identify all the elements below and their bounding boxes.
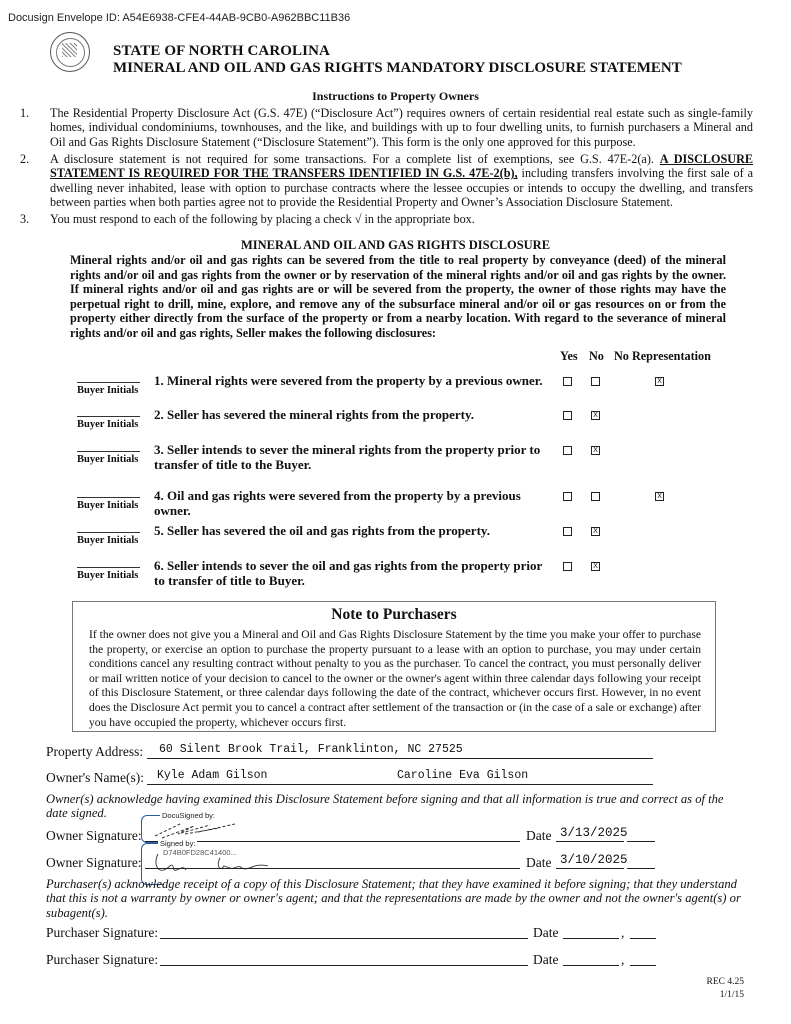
disclosure-question-5 [75,524,725,560]
note-body: If the owner does not give you a Mineral and Oil and Gas Rights Disclosure Statement by the time you make your offer to purchase the property, or exercise an option to purchase the property pursuant to a lease with an option to purchase, you may under certain conditions cancel any resulting contract without penalty to you as the purchaser. To cancel the contract, you must personally deliver or mail written notice of your decision to cancel to the owner or the owner's agent within three calendar days following your receipt of this Disclosure Statement, or three calendar days following the date of the contract, whichever occurs first. However, in no event does the Disclosure Act permit you to cancel a contract after settlement of the transaction or (in the case of a sale or exchange) after you have occupied the property, whichever occurs first. [89,628,701,729]
buyer-initials-field[interactable] [77,416,140,417]
column-header-no: No [589,349,604,363]
purchaser-signature-label-1: Purchaser Signature: [46,925,159,940]
column-header-no-representation: No Representation [614,349,711,363]
buyer-initials-field[interactable] [77,497,140,498]
docusign-signed-by-label: DocuSigned by: [162,811,215,820]
purchaser-date-label-2: Date [533,952,559,967]
buyer-initials-label: Buyer Initials [77,570,139,581]
owner-signature-label-2: Owner Signature: [46,855,142,870]
instruction-number: 3. [20,212,30,226]
disclosure-heading: MINERAL AND OIL AND GAS RIGHTS DISCLOSURE [240,238,551,252]
owner-signature-field-2[interactable] [145,853,520,869]
checkbox-yes[interactable] [563,446,572,455]
owner-date-value-2: 3/10/2025 [560,853,628,867]
buyer-initials-field[interactable] [77,532,140,533]
owner-signature-field-1[interactable] [145,826,520,842]
instruction-emphasis: A DISCLOSURE STATEMENT IS REQUIRED FOR THE TRANSFERS IDENTIFIED IN G.S. 47E-2(b), [50,152,753,181]
owner-signature-label-1: Owner Signature: [46,828,142,843]
checkbox-no-representation[interactable]: X [655,492,664,501]
instruction-number: 1. [20,106,30,120]
instruction-item-3 [20,212,753,226]
column-header-yes: Yes [560,349,578,363]
instruction-number: 2. [20,152,30,166]
question-text: 6. Seller intends to sever the oil and gas rights from the property prior to transfer of title to Buyer. [154,558,543,588]
buyer-initials-field[interactable] [77,451,140,452]
purchaser-date-field-2[interactable] [563,950,619,966]
checkbox-no[interactable]: X [591,446,600,455]
checkbox-yes[interactable] [563,411,572,420]
checkbox-no[interactable]: X [591,527,600,536]
owner-name-2: Caroline Eva Gilson [397,769,529,782]
disclosure-intro: Mineral rights and/or oil and gas rights can be severed from the title to real property by conveyance (deed) of the mineral rights and/or oil and gas rights from the owner or by reservation of the mineral rights and/or oil and gas rights by the owner. If mineral rights and/or oil and gas rights are or will be severed from the property, the owner of those rights may have the perpetual right to drill, mine, explore, and remove any of the subsurface mineral and/or oil or gas resources on or from the property either directly from the surface of the property or from a nearby location. With regard to the severance of mineral rights and/or oil and gas rights, Seller makes the following disclosures: [70,253,726,340]
docusign-signed-by-label: Signed by: [160,839,196,848]
purchaser-signature-field-1[interactable] [160,923,528,939]
instruction-text-part: including transfers involving the first sale of a dwelling never inhabited, lease with option to purchase contracts where the lessee occupies or intends to occupy the dwelling, and transfers between parties when both parties agree not to provide the Residential Property and Owner’s Association Disclosure Statement. [50,166,754,210]
buyer-initials-field[interactable] [77,382,140,383]
question-text: 1. Mineral rights were severed from the property by a previous owner. [154,373,543,388]
property-address-label: Property Address: [46,744,144,759]
docusign-signer-id: D74B0FD28C41400... [163,848,237,857]
checkbox-yes[interactable] [563,527,572,536]
checkbox-no[interactable] [591,492,600,501]
owner-date-value-1: 3/13/2025 [560,826,628,840]
question-text: 3. Seller intends to sever the mineral rights from the property prior to transfer of title to the Buyer. [154,442,541,472]
note-title: Note to Purchasers [331,606,457,623]
date-separator: , [621,952,625,967]
disclosure-question-2 [75,408,725,444]
date-separator: , [621,925,625,940]
owner-date-year-field-1[interactable] [627,826,655,842]
owner-date-year-field-2[interactable] [627,853,655,869]
owner-date-field-1[interactable] [556,826,628,842]
checkbox-yes[interactable] [563,492,572,501]
seal-figure [62,43,77,57]
owner-name-1: Kyle Adam Gilson [157,769,268,782]
instruction-item-1 [20,106,753,149]
checkbox-no-representation[interactable]: X [655,377,664,386]
disclosure-question-3 [75,443,725,479]
form-number: REC 4.25 [706,977,744,987]
purchaser-signature-field-2[interactable] [160,950,528,966]
checkbox-no[interactable] [591,377,600,386]
buyer-initials-label: Buyer Initials [77,385,139,396]
purchaser-date-year-field-1[interactable] [630,923,656,939]
question-text: 2. Seller has severed the mineral rights from the property. [154,407,475,422]
instruction-text: The Residential Property Disclosure Act (G.S. 47E) (“Disclosure Act”) requires owners of certain residential real estate such as single-family homes, individual condominiums, townhouses, and the like, and buildings with up to four dwelling units, to furnish purchasers a Mineral and Oil and Gas Rights Disclosure Statement (“Disclosure Statement”). This form is the only one approved for this purpose. [50,106,753,149]
checkbox-yes[interactable] [563,562,572,571]
buyer-initials-label: Buyer Initials [77,500,139,511]
disclosure-question-6 [75,559,725,595]
docusign-envelope-id: Docusign Envelope ID: A54E6938-CFE4-44AB-9CB0-A962BBC11B36 [8,12,351,24]
property-address-field[interactable] [147,743,653,759]
purchaser-acknowledgement: Purchaser(s) acknowledge receipt of a copy of this Disclosure Statement; that they have examined it before signing; that they understand that this is not a warranty by owner or owner's agent; and that the representations are made by the owner and not the owner's agent(s) or subagent(s). [46,877,741,920]
page-title-state: STATE OF NORTH CAROLINA [113,43,330,59]
checkbox-yes[interactable] [563,377,572,386]
buyer-initials-label: Buyer Initials [77,535,139,546]
question-text: 5. Seller has severed the oil and gas rights from the property. [154,523,490,538]
purchaser-signature-label-2: Purchaser Signature: [46,952,159,967]
owner-date-field-2[interactable] [556,853,628,869]
date-label-2: Date [526,855,552,870]
date-label-1: Date [526,828,552,843]
instruction-text-part: A disclosure statement is not required for some transactions. For a complete list of exemptions, see G.S. 47E-2(a). [50,152,660,166]
checkbox-no[interactable]: X [591,562,600,571]
instruction-text [50,152,753,210]
buyer-initials-field[interactable] [77,567,140,568]
owners-name-field[interactable] [147,769,653,785]
page-title-form: MINERAL AND OIL AND GAS RIGHTS MANDATORY DISCLOSURE STATEMENT [113,60,682,76]
buyer-initials-label: Buyer Initials [77,419,139,430]
owner-acknowledgement: Owner(s) acknowledge having examined this Disclosure Statement before signing and that all information is true and correct as of the date signed. [46,792,724,821]
disclosure-question-1 [75,374,725,410]
owners-name-label: Owner's Name(s): [46,770,145,785]
note-to-purchasers-box [72,601,716,732]
form-date: 1/1/15 [719,990,744,1000]
purchaser-date-label-1: Date [533,925,559,940]
buyer-initials-label: Buyer Initials [77,454,139,465]
instruction-item-2 [20,152,753,210]
property-address-value: 60 Silent Brook Trail, Franklinton, NC 27525 [159,743,463,756]
question-text: 4. Oil and gas rights were severed from the property by a previous owner. [154,488,521,518]
instruction-text: You must respond to each of the following by placing a check √ in the appropriate box. [50,212,475,226]
instructions-heading: Instructions to Property Owners [312,89,479,103]
purchaser-date-field-1[interactable] [563,923,619,939]
purchaser-date-year-field-2[interactable] [630,950,656,966]
checkbox-no[interactable]: X [591,411,600,420]
disclosure-question-4 [75,489,725,525]
nc-seal-icon [50,32,90,72]
